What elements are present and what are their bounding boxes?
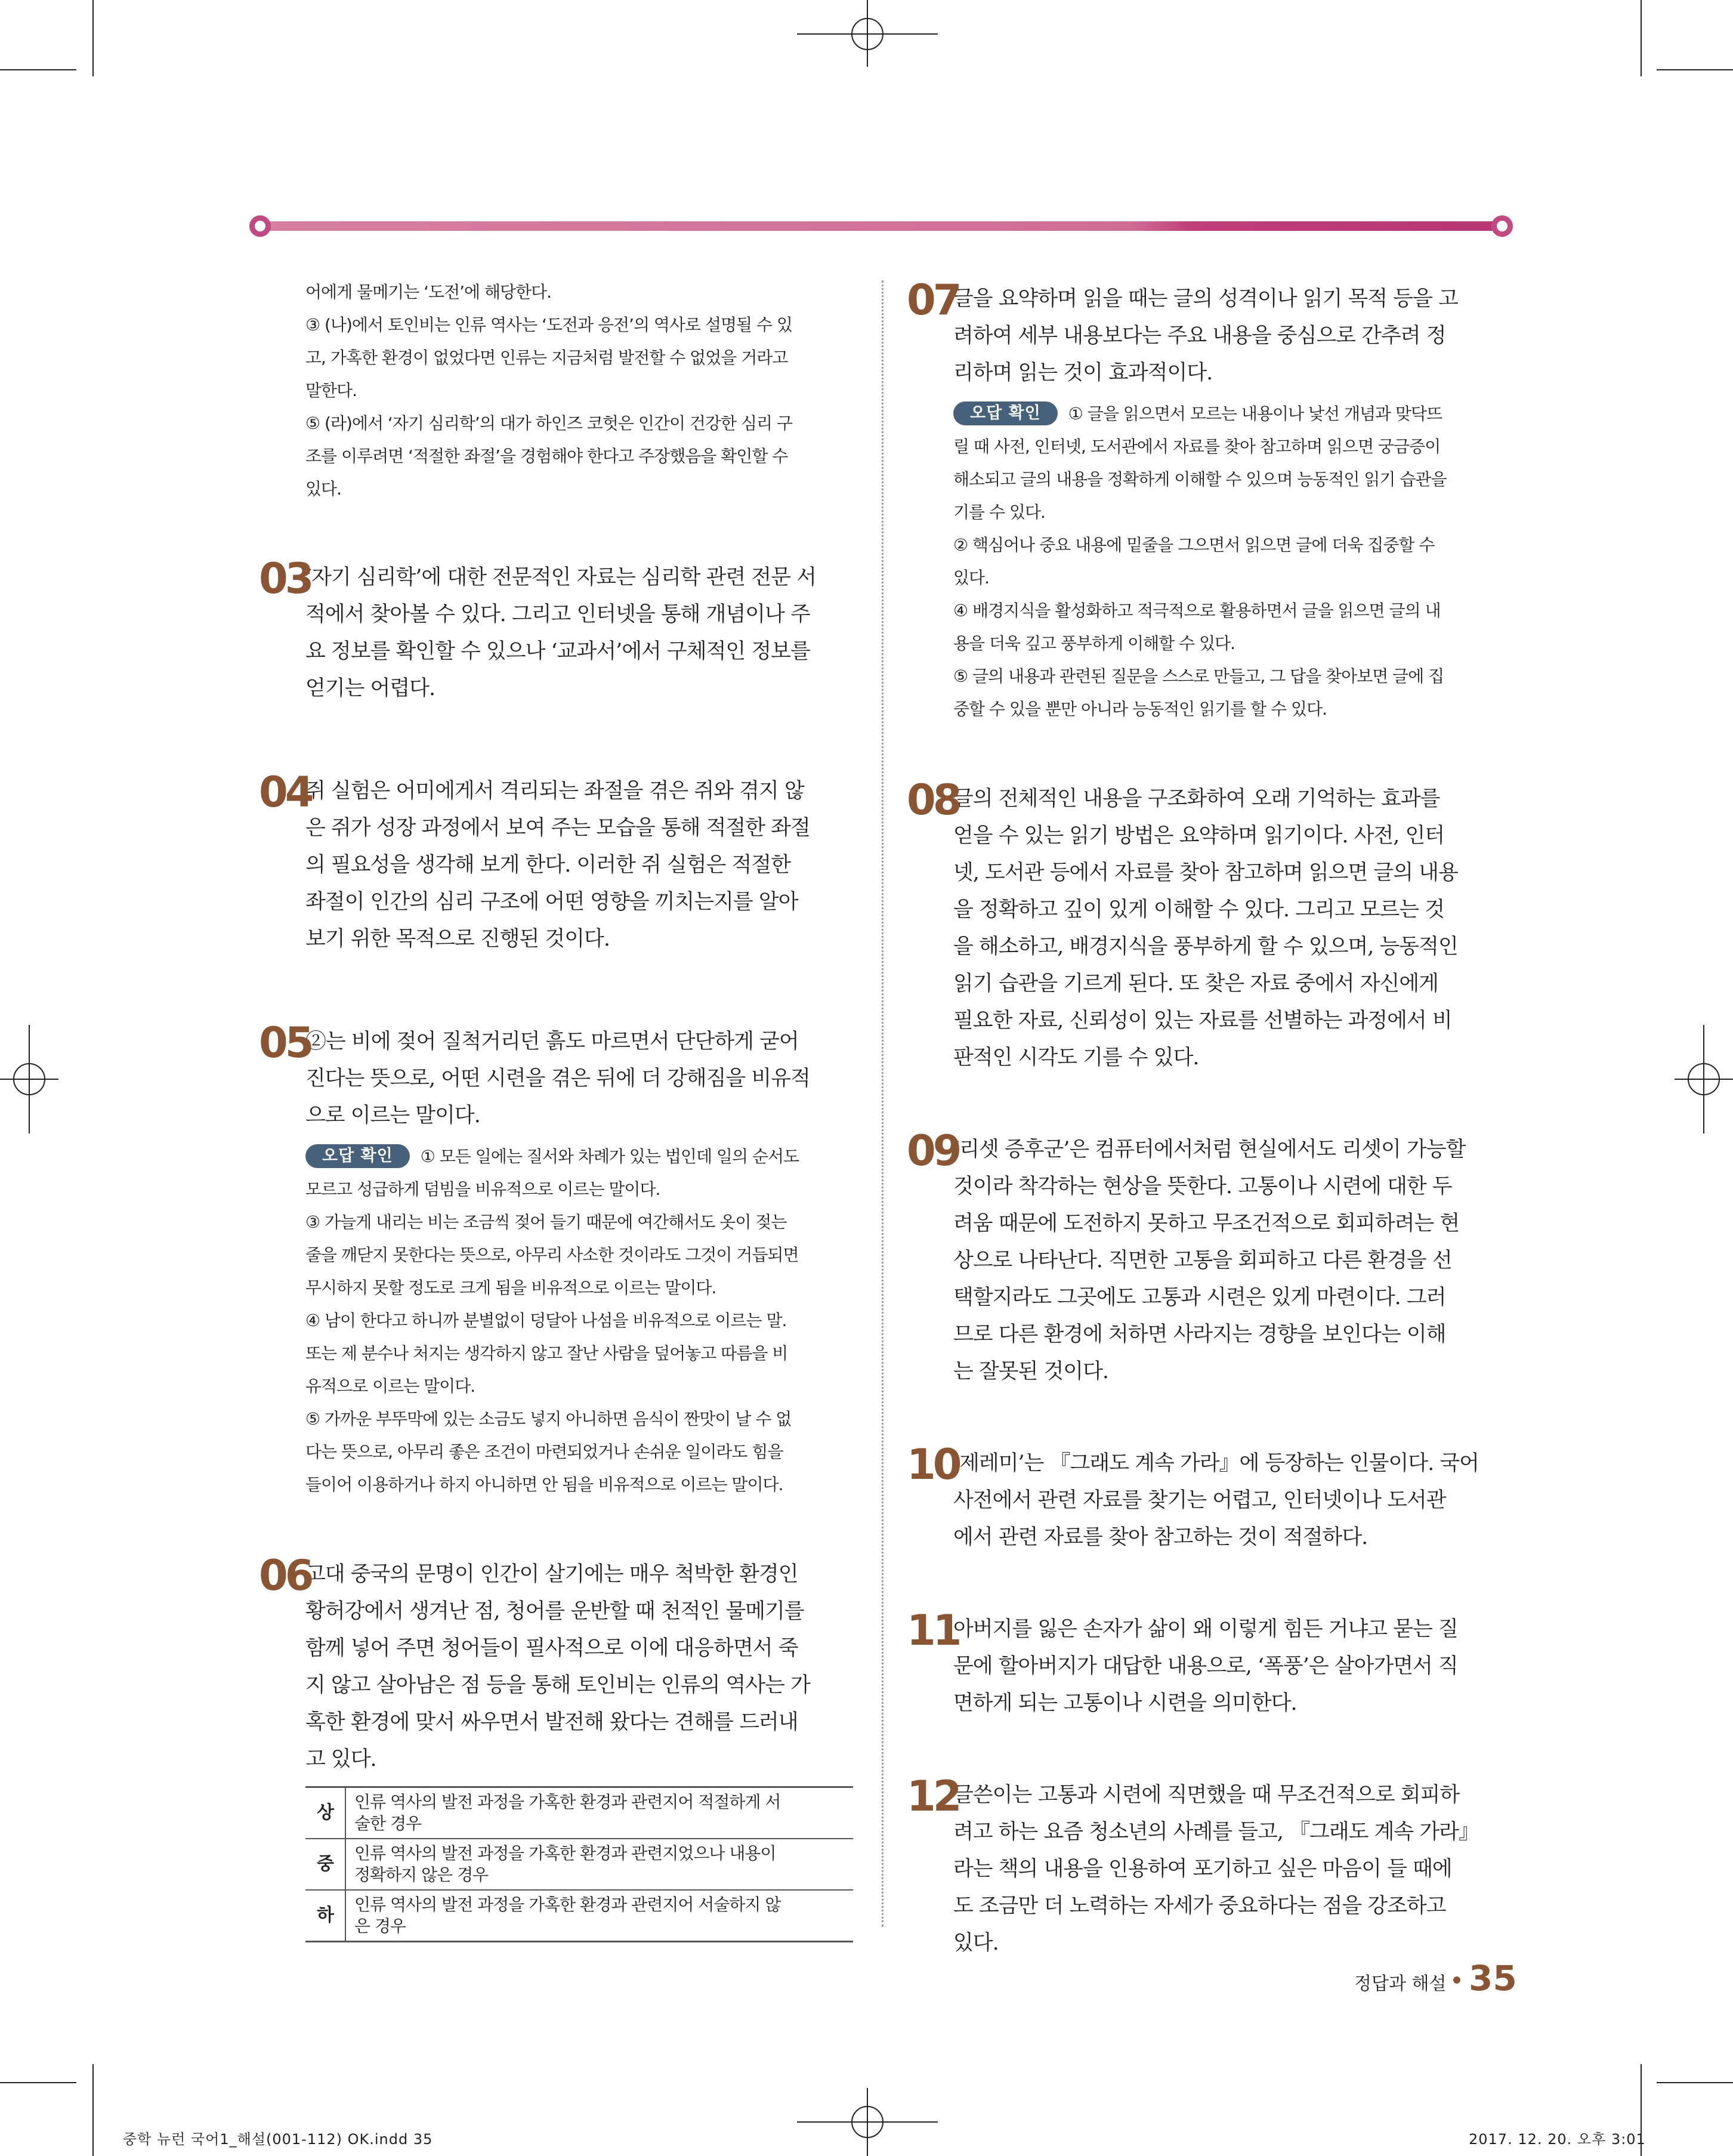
question-07 (907, 276, 1501, 725)
page-number: 35 (1469, 1958, 1517, 1999)
question-11 (907, 1606, 1501, 1722)
wrong-answer-notes (305, 1140, 853, 1501)
note-line: 릴 때 사전, 인터넷, 도서관에서 자료를 찾아 참고하며 읽으면 궁금증이 (953, 437, 1441, 456)
rubric-grade: 중 (305, 1839, 345, 1890)
answer-line: 므로 다른 환경에 처하면 사라지는 경향을 보인다는 이해 (953, 1323, 1446, 1346)
rubric-row (305, 1839, 853, 1890)
answer-text (953, 1445, 1501, 1556)
question-08 (907, 776, 1501, 1076)
intro-notes (305, 276, 853, 505)
crop-mark (1657, 69, 1733, 70)
answer-line: 얻을 수 있는 읽기 방법은 요약하며 읽기이다. 사전, 인터 (953, 824, 1445, 848)
note-line: ⑤ 가까운 부뚜막에 있는 소금도 넣지 아니하면 음식이 짠맛이 날 수 없 (305, 1409, 792, 1429)
crop-mark (92, 2064, 94, 2156)
note-line: ⑤ 글의 내용과 관련된 질문을 스스로 만들고, 그 답을 찾아보면 글에 집 (953, 666, 1444, 686)
answer-line: 려하여 세부 내용보다는 주요 내용을 중심으로 간추려 정 (953, 324, 1446, 348)
answer-line: 글쓴이는 고통과 시련에 직면했을 때 무조건적으로 회피하 (953, 1783, 1460, 1807)
answer-line: 함께 넣어 주면 청어들이 필사적으로 이에 대응하면서 죽 (305, 1636, 798, 1660)
answer-text (305, 1023, 853, 1134)
answer-line: 것이라 착각하는 현상을 뜻한다. 고통이나 시련에 대한 두 (953, 1175, 1452, 1199)
column-divider (882, 280, 884, 1927)
rubric-line: 인류 역사의 발전 과정을 가혹한 환경과 관련지어 적절하게 서 (354, 1792, 781, 1812)
left-column (259, 276, 853, 1942)
answer-line: 을 해소하고, 배경지식을 풍부하게 할 수 있으며, 능동적인 (953, 935, 1458, 959)
intro-line: 고, 가혹한 환경이 없었다면 인류는 지금처럼 발전할 수 없었을 거라고 (305, 348, 788, 367)
answer-line: 는 잘못된 것이다. (953, 1360, 1109, 1383)
answer-line: 고 있다. (305, 1747, 376, 1771)
rubric-line: 술한 경우 (354, 1814, 422, 1833)
intro-line: 어에게 물메기는 ‘도전’에 해당한다. (305, 282, 552, 302)
answer-line: 으로 이르는 말이다. (305, 1104, 480, 1128)
print-slug-date: 2017. 12. 20. 오후 3:01 (1469, 2131, 1646, 2148)
note-line: 해소되고 글의 내용을 정확하게 이해할 수 있으며 능동적인 읽기 습관을 (953, 469, 1447, 489)
header-bar (257, 221, 1503, 231)
rubric-description (345, 1839, 853, 1890)
answer-line: 지 않고 살아남은 점 등을 통해 토인비는 인류의 역사는 가 (305, 1673, 810, 1697)
question-number: 03 (259, 554, 311, 603)
answer-line: 의 필요성을 생각해 보게 한다. 이러한 쥐 실험은 적절한 (305, 853, 790, 877)
rubric-line: 인류 역사의 발전 과정을 가혹한 환경과 관련지었으나 내용이 (354, 1843, 776, 1863)
rubric-row (305, 1890, 853, 1942)
registration-mark (1703, 1025, 1704, 1133)
scoring-rubric (305, 1786, 853, 1942)
answer-line: 쥐 실험은 어미에게서 격리되는 좌절을 겪은 쥐와 겪지 않 (305, 779, 804, 803)
note-line: 유적으로 이르는 말이다. (305, 1376, 475, 1396)
rubric-line: 정확하지 않은 경우 (354, 1865, 489, 1885)
answer-line: 사전에서 관련 자료를 찾기는 어렵고, 인터넷이나 도서관 (953, 1488, 1446, 1512)
rubric-grade: 상 (305, 1787, 345, 1839)
right-column (907, 276, 1501, 1962)
answer-line: 글의 전체적인 내용을 구조화하여 오래 기억하는 효과를 (953, 787, 1440, 811)
answer-line: 상으로 나타난다. 직면한 고통을 회피하고 다른 환경을 선 (953, 1249, 1452, 1272)
note-line: 중할 수 있을 뿐만 아니라 능동적인 읽기를 할 수 있다. (953, 699, 1327, 719)
answer-line: 을 정확하고 깊이 있게 이해할 수 있다. 그리고 모르는 것 (953, 898, 1445, 922)
note-line: 기를 수 있다. (953, 502, 1045, 522)
question-number: 10 (907, 1440, 959, 1489)
intro-line: 있다. (305, 479, 341, 499)
note-line: ② 핵심어나 중요 내용에 밑줄을 그으면서 읽으면 글에 더욱 집중할 수 (953, 535, 1435, 555)
question-number: 12 (907, 1772, 959, 1821)
crop-mark (1641, 0, 1642, 76)
bullet-dot (1453, 1976, 1460, 1984)
answer-line: 진다는 뜻으로, 어떤 시련을 겪은 뒤에 더 강해짐을 비유적 (305, 1067, 810, 1091)
note-line: 들이어 이용하거나 하지 아니하면 안 됨을 비유적으로 이르는 말이다. (305, 1475, 783, 1494)
wrong-answer-notes (953, 397, 1501, 725)
registration-mark (29, 1025, 30, 1133)
note-line: 모르고 성급하게 덤빔을 비유적으로 이르는 말이다. (305, 1179, 660, 1199)
answer-line: 리하며 읽는 것이 효과적이다. (953, 361, 1213, 385)
question-12 (907, 1772, 1501, 1962)
answer-text (305, 773, 853, 957)
question-06 (259, 1551, 853, 1942)
answer-text (953, 780, 1501, 1076)
answer-text (953, 1777, 1501, 1962)
rubric-row (305, 1787, 853, 1839)
answer-line: 있다. (953, 1931, 999, 1955)
answer-line: 라는 책의 내용을 인용하여 포기하고 싶은 마음이 들 때에 (953, 1857, 1452, 1881)
wrong-answer-badge: 오답 확인 (953, 401, 1058, 425)
crop-mark (92, 0, 94, 76)
answer-line: 판적인 시각도 기를 수 있다. (953, 1046, 1199, 1070)
note-line: ① 모든 일에는 질서와 차례가 있는 법인데 일의 순서도 (420, 1147, 799, 1166)
answer-line: 넷, 도서관 등에서 자료를 찾아 참고하며 읽으면 글의 내용 (953, 861, 1458, 885)
wrong-answer-badge: 오답 확인 (305, 1144, 410, 1168)
answer-line: 면하게 되는 고통이나 시련을 의미한다. (953, 1691, 1297, 1715)
answer-line: 려움 때문에 도전하지 못하고 무조건적으로 회피하려는 현 (953, 1212, 1460, 1235)
question-04 (259, 768, 853, 957)
note-line: 다는 뜻으로, 아무리 좋은 조건이 마련되었거나 손쉬운 일이라도 힘을 (305, 1442, 783, 1462)
answer-line: 보기 위한 목적으로 진행된 것이다. (305, 927, 610, 951)
rubric-grade: 하 (305, 1890, 345, 1942)
answer-line: 고대 중국의 문명이 인간이 살기에는 매우 척박한 환경인 (305, 1562, 798, 1586)
note-line: 무시하지 못할 정도로 크게 됨을 비유적으로 이르는 말이다. (305, 1278, 716, 1298)
note-line: ④ 남이 한다고 하니까 분별없이 덩달아 나섬을 비유적으로 이르는 말. (305, 1311, 787, 1330)
question-number: 07 (907, 276, 959, 325)
question-number: 04 (259, 768, 311, 817)
question-number: 05 (259, 1018, 311, 1067)
question-number: 09 (907, 1126, 959, 1175)
note-line: 또는 제 분수나 처지는 생각하지 않고 잘난 사람을 덮어놓고 따름을 비 (305, 1343, 788, 1363)
answer-line: 택할지라도 그곳에도 고통과 시련은 있게 마련이다. 그러 (953, 1286, 1446, 1309)
answer-line: ‘자기 심리학’에 대한 전문적인 자료는 심리학 관련 전문 서 (305, 566, 816, 589)
question-number: 08 (907, 776, 959, 824)
answer-line: 글을 요약하며 읽을 때는 글의 성격이나 읽기 목적 등을 고 (953, 287, 1458, 311)
registration-mark (867, 2088, 868, 2156)
answer-line: ‘리셋 증후군’은 컴퓨터에서처럼 현실에서도 리셋이 가능할 (953, 1138, 1466, 1162)
answer-line: 에서 관련 자료를 찾아 참고하는 것이 적절하다. (953, 1525, 1368, 1549)
answer-line: ‘제레미’는 『그래도 계속 가라』에 등장하는 인물이다. 국어 (953, 1451, 1479, 1475)
answer-line: 필요한 자료, 신뢰성이 있는 자료를 선별하는 과정에서 비 (953, 1009, 1452, 1033)
header-bar-end-dot (1491, 215, 1513, 237)
answer-line: 려고 하는 요즘 청소년의 사례를 들고, 『그래도 계속 가라』 (953, 1820, 1479, 1844)
note-line: ④ 배경지식을 활성화하고 적극적으로 활용하면서 글을 읽으면 글의 내 (953, 601, 1441, 620)
note-line: ① 글을 읽으면서 모르는 내용이나 낯선 개념과 맞닥뜨 (1068, 404, 1442, 424)
answer-line: 아버지를 잃은 손자가 삶이 왜 이렇게 힘든 거냐고 묻는 질 (953, 1617, 1458, 1641)
note-line: 용을 더욱 깊고 풍부하게 이해할 수 있다. (953, 634, 1235, 653)
answer-text (305, 1556, 853, 1778)
answer-line: 좌절이 인간의 심리 구조에 어떤 영향을 끼치는지를 알아 (305, 890, 798, 914)
rubric-description (345, 1890, 853, 1942)
intro-line: ⑤ (라)에서 ‘자기 심리학’의 대가 하인즈 코헛은 인간이 건강한 심리 구 (305, 413, 793, 433)
header-bar-end-dot (249, 215, 271, 237)
answer-text (953, 1131, 1501, 1390)
rubric-line: 인류 역사의 발전 과정을 가혹한 환경과 관련지어 서술하지 않 (354, 1895, 781, 1914)
intro-line: ③ (나)에서 토인비는 인류 역사는 ‘도전과 응전’의 역사로 설명될 수 있 (305, 315, 793, 335)
answer-line: 혹한 환경에 맞서 싸우면서 발전해 왔다는 견해를 드러내 (305, 1710, 798, 1734)
crop-mark (0, 69, 76, 70)
answer-line: 문에 할아버지가 대답한 내용으로, ‘폭풍’은 살아가면서 직 (953, 1654, 1458, 1678)
question-03 (259, 554, 853, 707)
answer-text (305, 559, 853, 707)
section-label: 정답과 해설 (1354, 1973, 1447, 1994)
question-number: 11 (907, 1606, 959, 1655)
answer-line: ②는 비에 젖어 질척거리던 흙도 마르면서 단단하게 굳어 (305, 1030, 799, 1054)
answer-line: 황허강에서 생겨난 점, 청어를 운반할 때 천적인 물메기를 (305, 1599, 804, 1623)
note-line: 줄을 깨닫지 못한다는 뜻으로, 아무리 사소한 것이라도 그것이 거듭되면 (305, 1245, 799, 1265)
answer-line: 얻기는 어렵다. (305, 677, 435, 700)
crop-mark (1657, 2082, 1733, 2083)
rubric-line: 은 경우 (354, 1916, 406, 1936)
answer-line: 은 쥐가 성장 과정에서 보여 주는 모습을 통해 적절한 좌절 (305, 816, 810, 840)
question-09 (907, 1126, 1501, 1390)
question-05 (259, 1018, 853, 1501)
note-line: 있다. (953, 568, 989, 588)
answer-text (953, 280, 1501, 391)
question-number: 06 (259, 1551, 311, 1600)
rubric-description (345, 1787, 853, 1839)
note-line: ③ 가늘게 내리는 비는 조금씩 젖어 들기 때문에 여간해서도 옷이 젖는 (305, 1212, 787, 1232)
intro-line: 조를 이루려면 ‘적절한 좌절’을 경험해야 한다고 주장했음을 확인할 수 (305, 446, 788, 466)
answer-line: 적에서 찾아볼 수 있다. 그리고 인터넷을 통해 개념이나 주 (305, 603, 810, 626)
answer-text (953, 1611, 1501, 1722)
answer-line: 도 조금만 더 노력하는 자세가 중요하다는 점을 강조하고 (953, 1894, 1446, 1918)
print-slug-file: 중학 뉴런 국어1_해설(001-112) OK.indd 35 (123, 2131, 433, 2148)
registration-mark (867, 0, 868, 67)
crop-mark (0, 2082, 76, 2083)
intro-line: 말한다. (305, 381, 357, 400)
question-10 (907, 1440, 1501, 1556)
answer-line: 요 정보를 확인할 수 있으나 ‘교과서’에서 구체적인 정보를 (305, 640, 810, 663)
answer-line: 읽기 습관을 기르게 된다. 또 찾은 자료 중에서 자신에게 (953, 972, 1438, 996)
